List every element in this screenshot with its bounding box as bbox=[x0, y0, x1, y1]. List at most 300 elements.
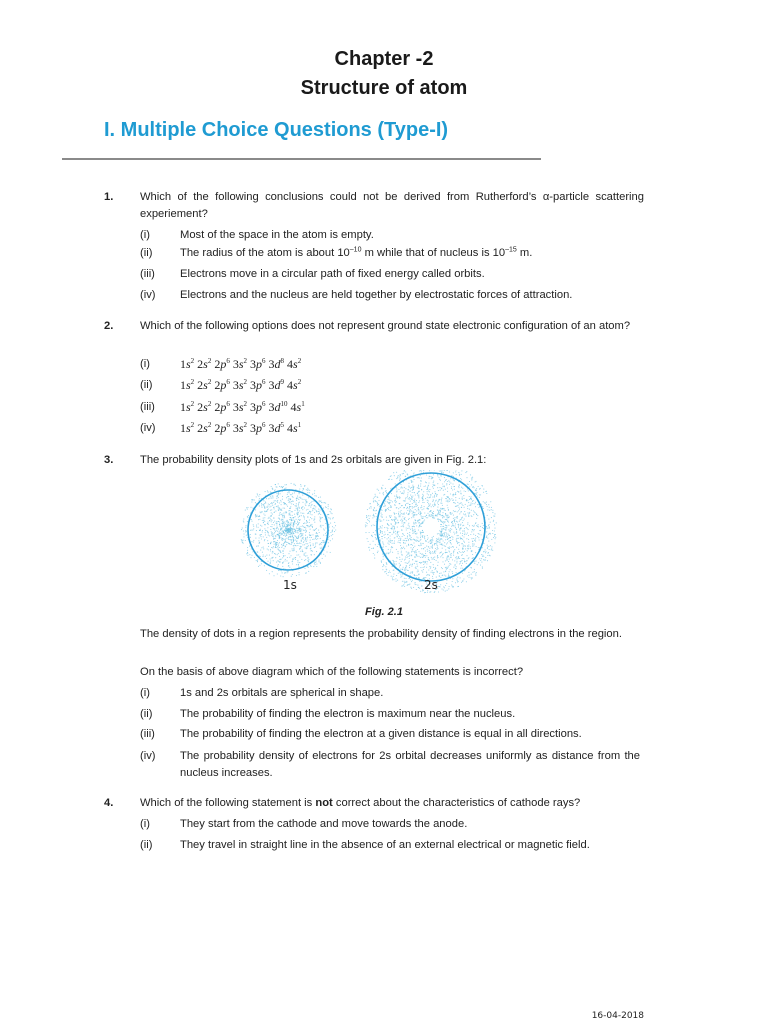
density-dot bbox=[447, 590, 448, 591]
density-dot bbox=[302, 502, 303, 503]
density-dot bbox=[457, 581, 458, 582]
density-dot bbox=[448, 575, 449, 576]
density-dot bbox=[466, 560, 467, 561]
density-dot bbox=[399, 559, 400, 560]
density-dot bbox=[306, 531, 307, 532]
density-dot bbox=[427, 486, 428, 487]
density-dot bbox=[464, 551, 465, 552]
electron-configuration: $1s^2$ $2s^2$ $2p^6$ $3s^2$ $3p^6$ $3d^8$ $4s^2$ bbox=[180, 357, 302, 371]
density-dot bbox=[263, 518, 264, 519]
density-dot bbox=[461, 582, 462, 583]
density-dot bbox=[482, 556, 483, 557]
density-dot bbox=[258, 540, 259, 541]
density-dot bbox=[436, 560, 437, 561]
density-dot bbox=[419, 541, 420, 542]
density-dot bbox=[309, 535, 310, 536]
density-dot bbox=[421, 507, 422, 508]
density-dot bbox=[427, 507, 428, 508]
density-dot bbox=[399, 476, 400, 477]
density-dot bbox=[405, 471, 406, 472]
density-dot bbox=[322, 558, 323, 559]
density-dot bbox=[279, 556, 280, 557]
density-dot bbox=[310, 535, 311, 536]
density-dot bbox=[414, 563, 415, 564]
density-dot bbox=[315, 546, 316, 547]
density-dot bbox=[280, 493, 281, 494]
density-dot bbox=[446, 501, 447, 502]
density-dot bbox=[306, 541, 307, 542]
density-dot bbox=[442, 526, 443, 527]
density-dot bbox=[428, 494, 429, 495]
density-dot bbox=[401, 561, 402, 562]
density-dot bbox=[295, 532, 296, 533]
density-dot bbox=[287, 571, 288, 572]
density-dot bbox=[333, 527, 334, 528]
density-dot bbox=[278, 553, 279, 554]
density-dot bbox=[409, 506, 410, 507]
density-dot bbox=[311, 537, 312, 538]
density-dot bbox=[381, 527, 382, 528]
density-dot bbox=[436, 543, 437, 544]
density-dot bbox=[446, 533, 447, 534]
density-dot bbox=[480, 565, 481, 566]
density-dot bbox=[267, 531, 268, 532]
density-dot bbox=[492, 512, 493, 513]
density-dot bbox=[303, 554, 304, 555]
density-dot bbox=[382, 485, 383, 486]
density-dot bbox=[470, 505, 471, 506]
density-dot bbox=[473, 500, 474, 501]
density-dot bbox=[281, 528, 282, 529]
density-dot bbox=[400, 514, 401, 515]
density-dot bbox=[247, 507, 248, 508]
option-text: 1s and 2s orbitals are spherical in shape. bbox=[180, 687, 384, 699]
density-dot bbox=[368, 515, 369, 516]
density-dot bbox=[251, 529, 252, 530]
density-dot bbox=[325, 527, 326, 528]
density-dot bbox=[289, 530, 290, 531]
density-dot bbox=[392, 526, 393, 527]
density-dot bbox=[476, 494, 477, 495]
density-dot bbox=[312, 510, 313, 511]
density-dot bbox=[310, 565, 311, 566]
density-dot bbox=[491, 509, 492, 510]
density-dot bbox=[452, 559, 453, 560]
density-dot bbox=[243, 533, 244, 534]
density-dot bbox=[260, 556, 261, 557]
density-dot bbox=[433, 481, 434, 482]
density-dot bbox=[400, 475, 401, 476]
density-dot bbox=[411, 537, 412, 538]
density-dot bbox=[288, 522, 289, 523]
density-dot bbox=[393, 519, 394, 520]
density-dot bbox=[302, 499, 303, 500]
density-dot bbox=[424, 547, 425, 548]
density-dot bbox=[445, 576, 446, 577]
density-dot bbox=[302, 513, 303, 514]
density-dot bbox=[403, 584, 404, 585]
density-dot bbox=[273, 502, 274, 503]
density-dot bbox=[401, 552, 402, 553]
density-dot bbox=[402, 581, 403, 582]
density-dot bbox=[421, 477, 422, 478]
density-dot bbox=[290, 534, 291, 535]
density-dot bbox=[379, 534, 380, 535]
density-dot bbox=[435, 500, 436, 501]
density-dot bbox=[305, 503, 306, 504]
density-dot bbox=[303, 542, 304, 543]
density-dot bbox=[294, 522, 295, 523]
density-dot bbox=[446, 543, 447, 544]
density-dot bbox=[396, 487, 397, 488]
density-dot bbox=[384, 506, 385, 507]
density-dot bbox=[389, 541, 390, 542]
density-dot bbox=[451, 498, 452, 499]
density-dot bbox=[323, 528, 324, 529]
density-dot bbox=[460, 577, 461, 578]
density-dot bbox=[289, 534, 290, 535]
density-dot bbox=[275, 484, 276, 485]
density-dot bbox=[290, 526, 291, 527]
density-dot bbox=[374, 558, 375, 559]
density-dot bbox=[379, 493, 380, 494]
density-dot bbox=[283, 486, 284, 487]
density-dot bbox=[386, 569, 387, 570]
density-dot bbox=[471, 538, 472, 539]
density-dot bbox=[448, 510, 449, 511]
density-dot bbox=[481, 554, 482, 555]
density-dot bbox=[413, 587, 414, 588]
density-dot bbox=[264, 540, 265, 541]
density-dot bbox=[432, 559, 433, 560]
density-dot bbox=[255, 514, 256, 515]
density-dot bbox=[418, 477, 419, 478]
density-dot bbox=[277, 502, 278, 503]
density-dot bbox=[455, 582, 456, 583]
density-dot bbox=[469, 496, 470, 497]
density-dot bbox=[297, 508, 298, 509]
density-dot bbox=[461, 470, 462, 471]
density-dot bbox=[369, 532, 370, 533]
density-dot bbox=[315, 537, 316, 538]
density-dot bbox=[270, 515, 271, 516]
density-dot bbox=[260, 534, 261, 535]
density-dot bbox=[254, 557, 255, 558]
density-dot bbox=[429, 476, 430, 477]
density-dot bbox=[487, 515, 488, 516]
density-dot bbox=[309, 526, 310, 527]
density-dot bbox=[461, 555, 462, 556]
density-dot bbox=[390, 540, 391, 541]
density-dot bbox=[417, 495, 418, 496]
density-dot bbox=[256, 530, 257, 531]
density-dot bbox=[366, 517, 367, 518]
density-dot bbox=[418, 485, 419, 486]
density-dot bbox=[440, 544, 441, 545]
density-dot bbox=[487, 506, 488, 507]
density-dot bbox=[471, 531, 472, 532]
density-dot bbox=[493, 537, 494, 538]
density-dot bbox=[318, 530, 319, 531]
density-dot bbox=[320, 562, 321, 563]
density-dot bbox=[366, 522, 367, 523]
density-dot bbox=[247, 552, 248, 553]
density-dot bbox=[413, 522, 414, 523]
q1-option-iii bbox=[140, 266, 640, 283]
density-dot bbox=[314, 516, 315, 517]
density-dot bbox=[408, 498, 409, 499]
density-dot bbox=[435, 550, 436, 551]
density-dot bbox=[259, 505, 260, 506]
density-dot bbox=[328, 542, 329, 543]
density-dot bbox=[375, 544, 376, 545]
density-dot bbox=[401, 586, 402, 587]
density-dot bbox=[471, 574, 472, 575]
density-dot bbox=[401, 554, 402, 555]
density-dot bbox=[278, 510, 279, 511]
density-dot bbox=[406, 540, 407, 541]
density-dot bbox=[291, 544, 292, 545]
density-dot bbox=[330, 532, 331, 533]
density-dot bbox=[311, 504, 312, 505]
density-dot bbox=[440, 480, 441, 481]
density-dot bbox=[257, 561, 258, 562]
density-dot bbox=[412, 529, 413, 530]
density-dot bbox=[272, 495, 273, 496]
density-dot bbox=[419, 588, 420, 589]
density-dot bbox=[487, 547, 488, 548]
electron-configuration: $1s^2$ $2s^2$ $2p^6$ $3s^2$ $3p^6$ $3d^{10}$ $4s^1$ bbox=[180, 400, 305, 414]
density-dot bbox=[401, 576, 402, 577]
density-dot bbox=[296, 575, 297, 576]
density-dot bbox=[309, 492, 310, 493]
density-dot bbox=[293, 504, 294, 505]
density-dot bbox=[261, 511, 262, 512]
density-dot bbox=[255, 502, 256, 503]
density-dot bbox=[303, 513, 304, 514]
density-dot bbox=[398, 513, 399, 514]
density-dot bbox=[453, 551, 454, 552]
density-dot bbox=[457, 543, 458, 544]
density-dot bbox=[416, 577, 417, 578]
density-dot bbox=[265, 534, 266, 535]
density-dot bbox=[472, 543, 473, 544]
density-dot bbox=[437, 510, 438, 511]
density-dot bbox=[463, 530, 464, 531]
density-dot bbox=[478, 526, 479, 527]
density-dot bbox=[423, 470, 424, 471]
density-dot bbox=[245, 510, 246, 511]
density-dot bbox=[320, 500, 321, 501]
density-dot bbox=[310, 548, 311, 549]
density-dot bbox=[404, 540, 405, 541]
density-dot bbox=[481, 504, 482, 505]
density-dot bbox=[259, 516, 260, 517]
density-dot bbox=[412, 571, 413, 572]
density-dot bbox=[409, 497, 410, 498]
density-dot bbox=[293, 533, 294, 534]
density-dot bbox=[437, 487, 438, 488]
density-dot bbox=[251, 555, 252, 556]
density-dot bbox=[422, 518, 423, 519]
density-dot bbox=[395, 533, 396, 534]
density-dot bbox=[255, 534, 256, 535]
density-dot bbox=[449, 481, 450, 482]
density-dot bbox=[433, 484, 434, 485]
density-dot bbox=[285, 523, 286, 524]
density-dot bbox=[311, 554, 312, 555]
density-dot bbox=[308, 559, 309, 560]
density-dot bbox=[293, 517, 294, 518]
density-dot bbox=[426, 567, 427, 568]
density-dot bbox=[438, 539, 439, 540]
density-dot bbox=[444, 494, 445, 495]
density-dot bbox=[412, 549, 413, 550]
density-dot bbox=[405, 559, 406, 560]
density-dot bbox=[459, 551, 460, 552]
density-dot bbox=[298, 572, 299, 573]
density-dot bbox=[291, 520, 292, 521]
density-dot bbox=[290, 499, 291, 500]
density-dot bbox=[310, 545, 311, 546]
density-dot bbox=[276, 506, 277, 507]
density-dot bbox=[414, 472, 415, 473]
density-dot bbox=[450, 537, 451, 538]
density-dot bbox=[313, 543, 314, 544]
density-dot bbox=[414, 546, 415, 547]
density-dot bbox=[475, 512, 476, 513]
density-dot bbox=[274, 544, 275, 545]
density-dot bbox=[420, 591, 421, 592]
density-dot bbox=[476, 546, 477, 547]
density-dot bbox=[321, 547, 322, 548]
density-dot bbox=[428, 509, 429, 510]
density-dot bbox=[424, 519, 425, 520]
density-dot bbox=[446, 583, 447, 584]
density-dot bbox=[453, 494, 454, 495]
density-dot bbox=[404, 500, 405, 501]
density-dot bbox=[456, 566, 457, 567]
density-dot bbox=[308, 489, 309, 490]
density-dot bbox=[486, 536, 487, 537]
density-dot bbox=[270, 562, 271, 563]
density-dot bbox=[333, 517, 334, 518]
density-dot bbox=[440, 503, 441, 504]
density-dot bbox=[494, 530, 495, 531]
density-dot bbox=[281, 547, 282, 548]
density-dot bbox=[470, 546, 471, 547]
density-dot bbox=[335, 525, 336, 526]
density-dot bbox=[487, 555, 488, 556]
density-dot bbox=[300, 548, 301, 549]
density-dot bbox=[390, 507, 391, 508]
density-dot bbox=[447, 516, 448, 517]
density-dot bbox=[260, 512, 261, 513]
density-dot bbox=[284, 526, 285, 527]
density-dot bbox=[265, 556, 266, 557]
density-dot bbox=[436, 570, 437, 571]
density-dot bbox=[466, 471, 467, 472]
density-dot bbox=[369, 550, 370, 551]
density-dot bbox=[453, 515, 454, 516]
density-dot bbox=[293, 483, 294, 484]
density-dot bbox=[418, 513, 419, 514]
density-dot bbox=[298, 504, 299, 505]
density-dot bbox=[428, 503, 429, 504]
density-dot bbox=[412, 495, 413, 496]
density-dot bbox=[292, 511, 293, 512]
question-2 bbox=[104, 318, 644, 335]
density-dot bbox=[441, 555, 442, 556]
density-dot bbox=[418, 556, 419, 557]
density-dot bbox=[414, 575, 415, 576]
density-dot bbox=[449, 531, 450, 532]
density-dot bbox=[389, 479, 390, 480]
density-dot bbox=[479, 558, 480, 559]
density-dot bbox=[267, 509, 268, 510]
density-dot bbox=[475, 561, 476, 562]
density-dot bbox=[451, 488, 452, 489]
density-dot bbox=[453, 479, 454, 480]
density-dot bbox=[455, 471, 456, 472]
density-dot bbox=[445, 546, 446, 547]
density-dot bbox=[409, 565, 410, 566]
density-dot bbox=[257, 552, 258, 553]
density-dot bbox=[387, 575, 388, 576]
density-dot bbox=[274, 553, 275, 554]
density-dot bbox=[270, 529, 271, 530]
density-dot bbox=[436, 496, 437, 497]
density-dot bbox=[305, 505, 306, 506]
density-dot bbox=[394, 528, 395, 529]
density-dot bbox=[268, 498, 269, 499]
density-dot bbox=[388, 509, 389, 510]
density-dot bbox=[260, 536, 261, 537]
density-dot bbox=[405, 505, 406, 506]
density-dot bbox=[279, 562, 280, 563]
density-dot bbox=[408, 489, 409, 490]
density-dot bbox=[302, 549, 303, 550]
density-dot bbox=[443, 528, 444, 529]
density-dot bbox=[270, 503, 271, 504]
density-dot bbox=[397, 536, 398, 537]
density-dot bbox=[419, 525, 420, 526]
density-dot bbox=[457, 535, 458, 536]
density-dot bbox=[394, 537, 395, 538]
density-dot bbox=[473, 514, 474, 515]
density-dot bbox=[420, 563, 421, 564]
density-dot bbox=[289, 567, 290, 568]
density-dot bbox=[414, 506, 415, 507]
density-dot bbox=[463, 578, 464, 579]
density-dot bbox=[332, 531, 333, 532]
density-dot bbox=[402, 492, 403, 493]
density-dot bbox=[297, 496, 298, 497]
option-label: (iii) bbox=[140, 728, 155, 740]
density-dot bbox=[444, 522, 445, 523]
density-dot bbox=[490, 501, 491, 502]
density-dot bbox=[440, 539, 441, 540]
density-dot bbox=[468, 572, 469, 573]
density-dot bbox=[423, 499, 424, 500]
density-dot bbox=[314, 564, 315, 565]
density-dot bbox=[304, 485, 305, 486]
density-dot bbox=[368, 547, 369, 548]
density-dot bbox=[486, 491, 487, 492]
density-dot bbox=[386, 552, 387, 553]
density-dot bbox=[407, 507, 408, 508]
density-dot bbox=[442, 534, 443, 535]
